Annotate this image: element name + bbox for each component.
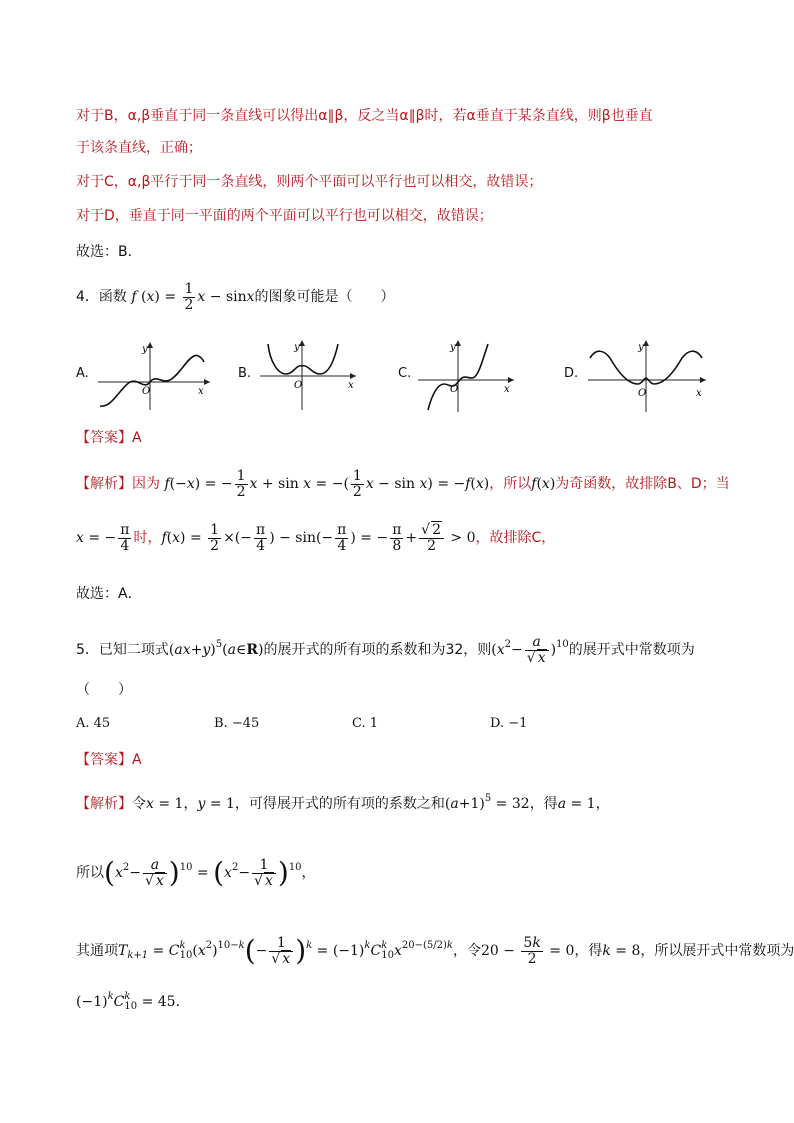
q5-option-b: B. −45 xyxy=(214,716,260,731)
q4-graph-c xyxy=(414,338,520,414)
question-5-paren: （ ） xyxy=(76,682,132,698)
y-axis-arrow xyxy=(299,340,305,346)
origin-label: O xyxy=(142,386,151,397)
q5-option-c: C. 1 xyxy=(352,716,379,731)
q4-option-d-label: D. xyxy=(564,366,579,381)
q4-option-a-label: A. xyxy=(76,366,89,381)
q4-choose: 故选：A． xyxy=(76,586,142,602)
q4-answer: 【答案】A xyxy=(76,430,142,446)
x-axis-arrow xyxy=(204,379,210,385)
q4-option-b-label: B. xyxy=(238,366,252,381)
x-axis-arrow xyxy=(350,373,356,379)
solution-b-line-2: 于该条直线，正确； xyxy=(76,140,202,156)
q5-option-d: D. −1 xyxy=(490,716,528,731)
q5-analysis-line-1: 【解析】令x = 1，y = 1，可得展开式的所有项的系数之和$(a+1)^5 = 32$，得a = 1， xyxy=(76,793,610,812)
x-axis-arrow xyxy=(508,377,514,383)
solution-d-line: 对于D，垂直于同一平面的两个平面可以平行也可以相交，故错误； xyxy=(76,208,493,224)
curve xyxy=(100,355,204,406)
question-5: 5．已知二项式$(ax+y)^5(a\in R)$的展开式的所有项的系数和为32，则($x^2-$ $\frac{a}{√ x}$ )$^{10}$的展开式中常数项为 xyxy=(76,633,695,666)
x-label: x xyxy=(198,386,204,397)
x-label: x xyxy=(504,384,510,395)
q5-answer: 【答案】A xyxy=(76,752,142,768)
y-label: y xyxy=(294,342,300,353)
x-label: x xyxy=(696,388,702,399)
q5-option-a: A. 45 xyxy=(76,716,111,731)
q4-analysis-line-1: 【解析】因为 f(−x) = − $\frac{1}{2}$ x + sin x = −( $\frac{1}{2}$ x − sin x) = −f(x)，所以f(x)为奇函数，故排除B、D；当 xyxy=(76,467,730,500)
q4-graph-b xyxy=(256,338,362,414)
origin-label: O xyxy=(638,388,647,399)
prev-choose: 故选：B． xyxy=(76,244,142,260)
y-label: y xyxy=(450,342,456,353)
origin-label: O xyxy=(450,384,459,395)
solution-b-line-1: 对于B，α,β垂直于同一条直线可以得出α∥β，反之当α∥β时，若α垂直于某条直线，则β也垂直 xyxy=(76,108,653,124)
y-label: y xyxy=(142,344,148,355)
x-label: x xyxy=(348,380,354,391)
y-axis-arrow xyxy=(643,340,649,346)
q4-analysis-line-2: x = − $\frac{\pi}{4}$ 时，f(x) = $\frac{1}{2}$ ×(− $\frac{\pi}{4}$ ) − sin(− $\frac{\pi}{4}$ ) = − $\frac{\pi}{8}$ + $\frac{√ 2}{2}$ > 0，故排除C， xyxy=(76,521,556,554)
origin-label: O xyxy=(294,380,303,391)
question-4: 4．函数 f (x) = $\frac{1}{2}$ x − sinx的图象可能是（ ） xyxy=(76,280,395,313)
y-label: y xyxy=(638,342,644,353)
q5-analysis-line-3: 其通项$T_{k+1} = C^k_{10}(x^2)^{10-k}(-$ $\frac{1}{√ x}$ )$^k = (-1)^kC^k_{10}x^{20-(5/2)k}$，令20 − $\frac{5k}{2}$ = 0，得k = 8，所以展开式中常数项为 xyxy=(76,934,794,967)
q4-graph-d xyxy=(584,338,712,414)
fraction-half: $\frac{1}{2}$ xyxy=(184,280,194,313)
y-axis-arrow xyxy=(147,342,153,348)
curve xyxy=(268,344,338,374)
solution-c-line: 对于C，α,β平行于同一条直线，则两个平面可以平行也可以相交，故错误； xyxy=(76,174,543,190)
y-axis-arrow xyxy=(455,340,461,346)
q4-option-c-label: C. xyxy=(398,366,412,381)
q4-graph-a xyxy=(94,338,216,414)
q5-analysis-line-4: $(-1)^kC^k_{10} = 45$． xyxy=(76,991,190,1012)
x-axis-arrow xyxy=(700,377,706,383)
q5-analysis-line-2: 所以($x^2-$ $\frac{a}{√ x}$ )$^{10} = (x^2-$ $\frac{1}{√ x}$ )$^{10}$， xyxy=(76,856,316,889)
